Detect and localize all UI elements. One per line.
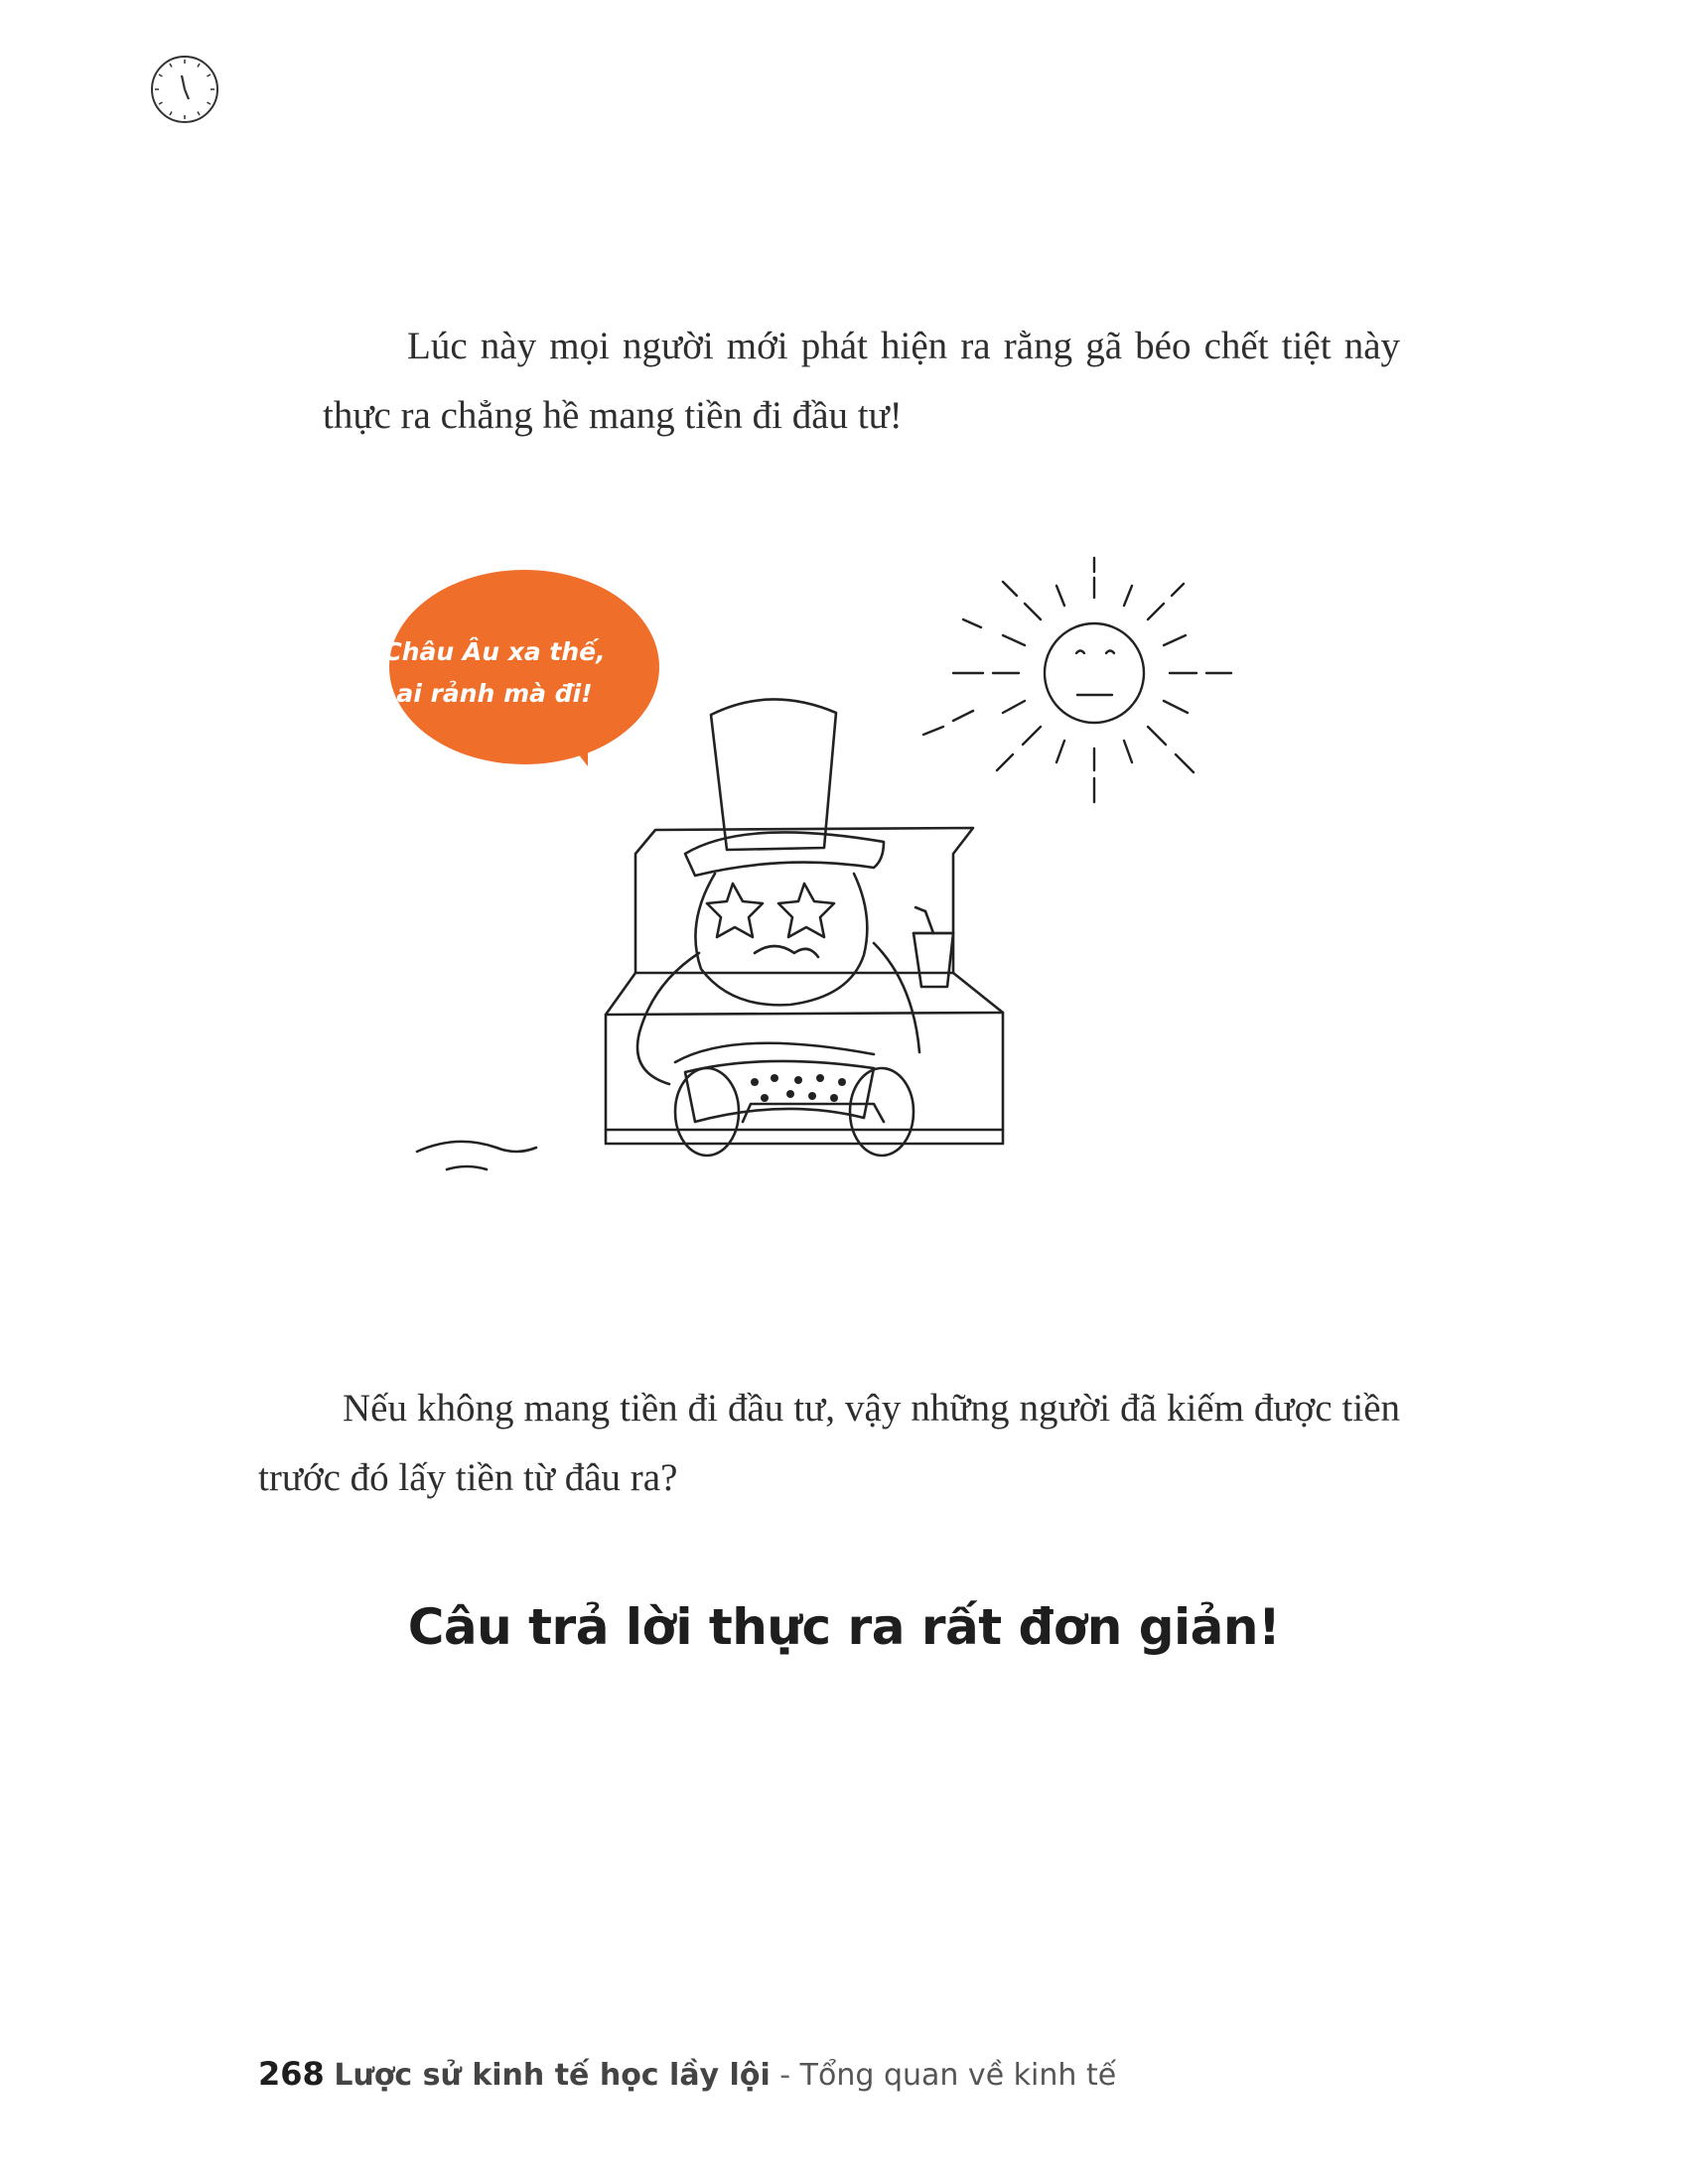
speech-bubble-line-2: ai rảnh mà đi! <box>396 679 593 708</box>
paragraph-2: Nếu không mang tiền đi đầu tư, vậy những người đã kiếm được tiền trước đó lấy tiền từ đâu ra? <box>258 1387 1400 1499</box>
speech-bubble-line-1: Châu Âu xa thế, <box>383 637 606 666</box>
paragraph-1: Lúc này mọi người mới phát hiện ra rằng gã béo chết tiệt này thực ra chẳng hề mang tiền đi đầu tư! <box>323 325 1400 437</box>
answer-heading: Câu trả lời thực ra rất đơn giản! <box>407 1598 1281 1656</box>
sun-illustration <box>923 558 1231 802</box>
speech-bubble-text <box>375 631 614 715</box>
page-footer <box>258 2055 1116 2093</box>
footer-separator: - <box>779 2058 791 2093</box>
book-subtitle: Tổng quan về kinh tế <box>799 2058 1117 2093</box>
page-number: 268 <box>258 2055 325 2093</box>
book-title: Lược sử kinh tế học lầy lội <box>334 2058 771 2093</box>
clock-icon <box>149 54 220 125</box>
